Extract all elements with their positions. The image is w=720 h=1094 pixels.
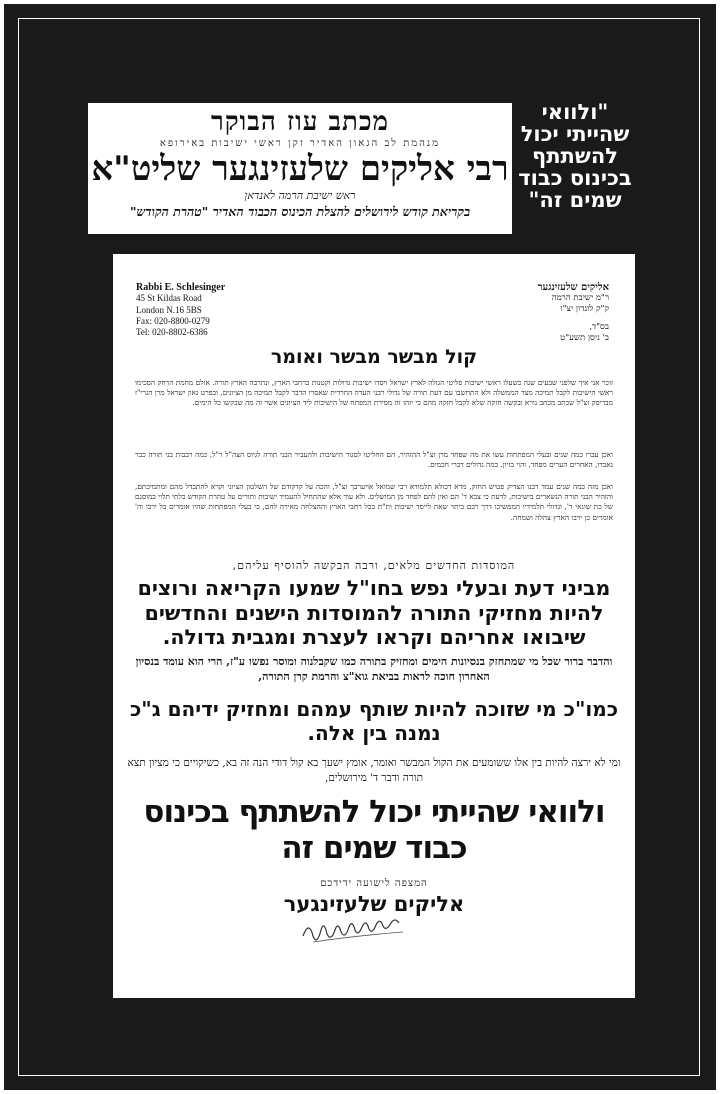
header-kicker: מכתב עוז הבוקר (210, 107, 390, 137)
header-role: ראש ישיבת הרמה לאנדאן (244, 189, 356, 202)
letterhead-he-city: ק"ק לונדון יצ"ו (560, 304, 609, 314)
handwritten-signature (293, 912, 463, 948)
letterhead-en-line: Tel: 020-8802-6386 (136, 327, 208, 338)
letter-signer: אליקים שלעזינגער (283, 892, 465, 916)
letter-date-text: ב' ניסן תשע"ט (560, 333, 609, 343)
letter-appeal: מביני דעת ובעלי נפש בחו"ל שמעו הקריאה ורוצים להיות מחזיקי התורה להמוסדות הישנים והחדשים שיבואו אחריהם וקראו לעצרת ומגבית גדולה. (137, 576, 611, 649)
letter-date (560, 322, 609, 344)
letterhead-en-line: Fax: 020-8800-0279 (136, 315, 210, 326)
letterhead-en-line: 45 St Kildas Road (136, 293, 202, 304)
letterhead-en-name: Rabbi E. Schlesinger (136, 282, 226, 293)
letter-note: המוסדות החדשים מלאים, ורבה הבקשה להוסיף עליהם, (232, 559, 516, 572)
letter-headline: ולוואי שהייתי יכול להשתתף בכינוס כבוד שמים זה (143, 794, 605, 866)
letter-page (113, 254, 635, 998)
letter-statement: והדבר ברור שכל מי שמתחזק בנסיונות הימים ומחזיק בתורה כמו שקבלנוה ומוסר נפשו ע"ז, הרי הוא עומד בנסיון האחרון חוכה לראות בביאת גוא"צ והרמת קרן התורה, (135, 655, 613, 683)
letter-closing: המצפה לישועה ידידכם (320, 878, 428, 889)
letter-title: קול מבשר מבשר ואומר (270, 346, 478, 368)
letter-paragraph: ואכן מזה כמה שנים עמד רבנו הצדיק פטיש החזק, מרא דכולא תלמודא רבי שמואל אויערבך זצ"ל, והכה על קדקודם של השלטון הציוני וקרא להתבדל מהם ומתמיכתם, והזהיר הבני תורה הנשארים בישיבות, לדעת כי צבא ד' הם ואין להם לפחד מן המושלים. ולא עוד אלא שהתחיל להעמיד ישיבות ותורים על טהרת הקודש בלתי תלוי במוסגם של כת שונאי ד', וגדולי תלמידיו הממשיכו דרך רבם ביתר שאת לייסד ישיבות ות"ת בכל רחבי הארץ וההצלחה מאירה להם, כי בעלי המפתחות שהיו אומרים בל ירבו וה' אומרים כן ירבו הארץ צהלה ושמחה. (135, 482, 613, 522)
letter-call: ומי לא ירצה להיות בין אלו ששומעים את הקול המבשר ואומר, אומץ ישעך בא קול דודי הנה זה בא, כשיקויים כי מציון תצא תורה ודבר ד' מירושלים, (127, 757, 621, 784)
header-subtitle: מנהמת לב הגאון האדיר זקן ראשי ישיבות באירופא (159, 138, 441, 149)
slogan-block (516, 101, 634, 237)
slogan-line: שמים זה" (528, 188, 622, 212)
slogan-line: שהייתי יכול (520, 122, 630, 146)
header-call: בקריאת קודש לירושלים להצלת הכינוס הכבוד האדיר "טהרת הקודש" (129, 204, 471, 219)
letterhead-english (136, 282, 316, 338)
letterhead-hebrew (439, 282, 609, 315)
slogan-line: "ולוואי (541, 100, 609, 124)
slogan-line: להשתתף (532, 144, 618, 168)
letterhead-en-line: London N.16 5BS (136, 304, 202, 315)
letter-paragraph: ואכן עברו כמה שנים ובעלי המפתחות עשו את מה שפחד מרן זצ"ל ההזהיר, הם החליטו לסגור הישיבות ולהעביר הבני תורה לגיוס הצה"ל ר"ל, כמה רבבות בני תורה כבר נאבדו, האחרים הערים מפחד, והוי בזיון. כמה גדולים דברי חכמים. (135, 450, 613, 470)
letterhead-he-role: ר"מ ישיבת הרמה (551, 293, 609, 303)
letter-bsd: בס"ד, (589, 322, 609, 332)
header-name: רבי אליקים שלעזינגער שליט"א (91, 149, 509, 189)
letter-partners: כמו"כ מי שזוכה להיות שותף עמהם ומחזיק ידיהם ג"כ נמנה בין אלה. (129, 697, 619, 745)
slogan-line: בכינוס כבוד (518, 166, 632, 190)
letter-paragraph: זוכר אני איך שלפני שבעים שנה כשעלו ראשי ישיבות פליטי הגולה לארץ ישראל ויסדו ישיבות גדולות וקטנות ברחבי הארץ, ונתרבה הארץ תורה. אולם מחמת הרחק הסכימו ראשי הישיבות לקבל תמיכה מצד הממשלה ולא התחשבו עם דעת תורה של גדולי רבני העדה החרדית שאסרו הדבר לקבל תמיכה מן הציונים, ובפרט גאון ישראל מרן הגרי"ז מבריסק זצ"ל שכתב מכתב נורא ובקשה חזקה שלא לקבל חזקה מהם כי יזהו זה מסירת המפתח של הישיבות ליד הציונים אשר זה מה שבקשו כל הימים. (135, 378, 613, 408)
letterhead-he-name: אליקים שלעזינגער (537, 282, 609, 293)
header-box (88, 103, 512, 234)
